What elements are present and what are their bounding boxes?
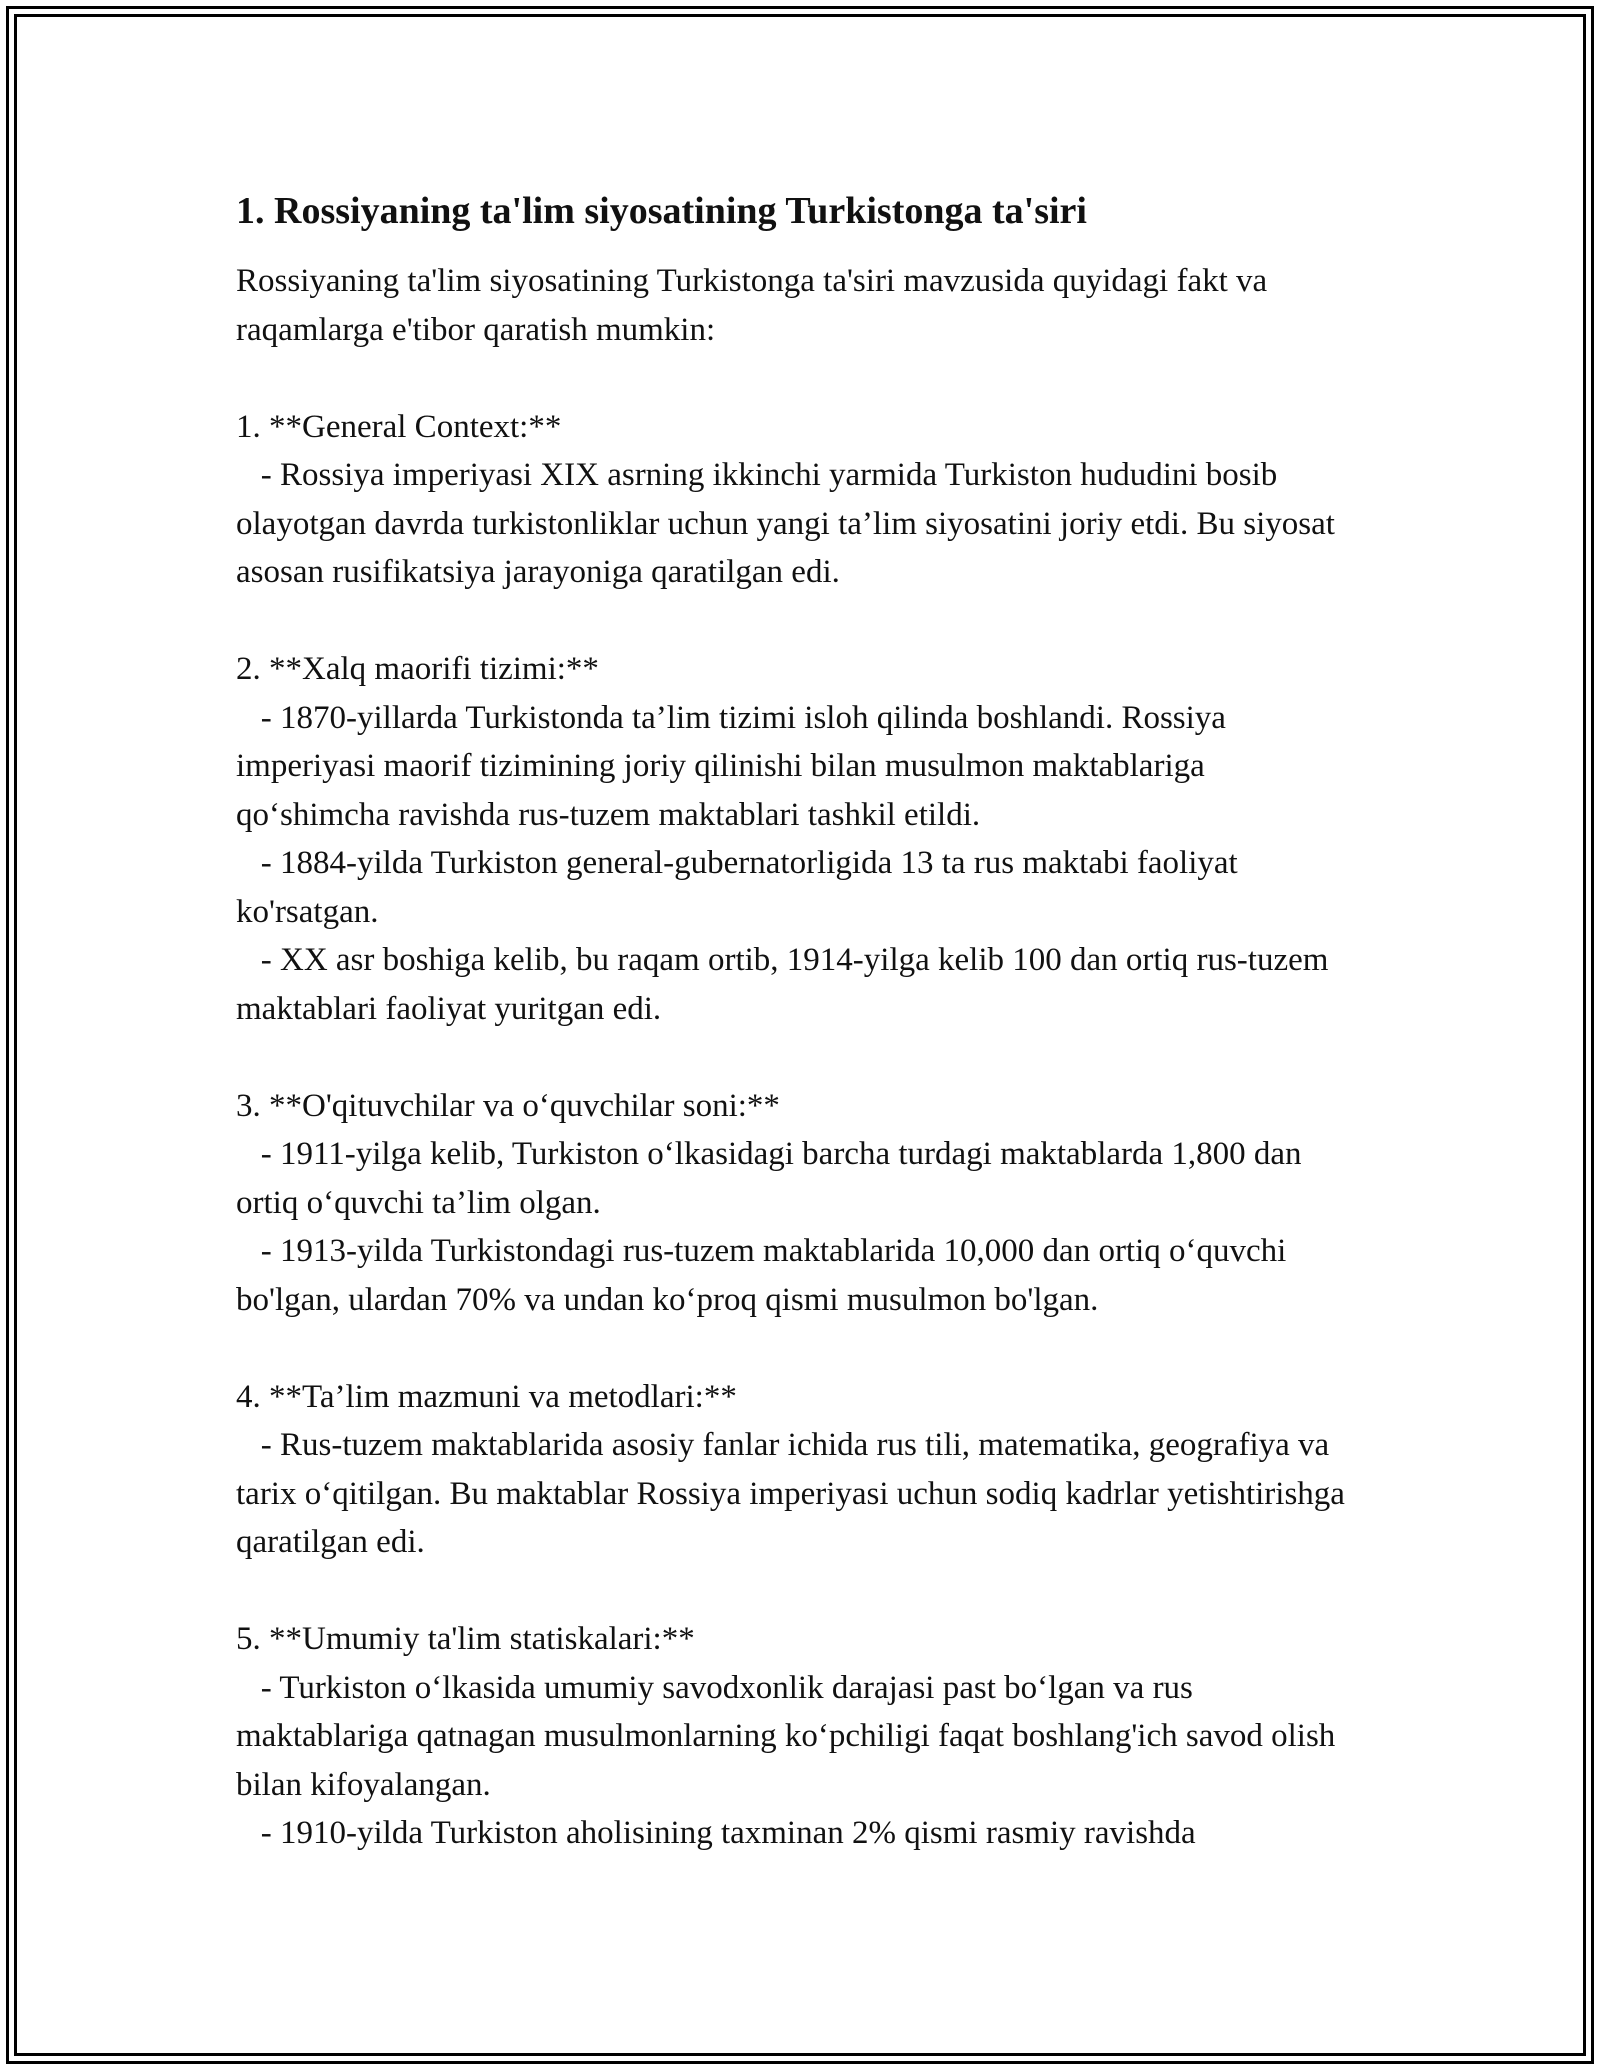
spacer bbox=[236, 1567, 1366, 1616]
section-heading: 3. **O'qituvchilar va o‘quvchilar soni:** bbox=[236, 1087, 780, 1124]
section-item: - 1911-yilga kelib, Turkiston o‘lkasidagi barcha turdagi maktablarda 1,800 dan ortiq o‘quvchi ta’lim olgan. bbox=[236, 1136, 1302, 1221]
spacer bbox=[236, 1033, 1366, 1082]
section-heading: 1. **General Context:** bbox=[236, 408, 562, 445]
section-1 bbox=[236, 403, 1366, 597]
section-heading: 5. **Umumiy ta'lim statiskalari:** bbox=[236, 1621, 695, 1657]
section-item: - 1910-yilda Turkiston aholisining taxminan 2% qismi rasmiy ravishda bbox=[260, 1815, 1196, 1851]
section-2 bbox=[236, 645, 1366, 1033]
section-heading: 2. **Xalq maorifi tizimi:** bbox=[236, 651, 599, 687]
section-item: - XX asr boshiga kelib, bu raqam ortib, 1914-yilga kelib 100 dan ortiq rus-tuzem maktablari faoliyat yuritgan edi. bbox=[236, 942, 1329, 1027]
section-3 bbox=[236, 1082, 1366, 1325]
section-5 bbox=[236, 1615, 1366, 1858]
document-title: 1. Rossiyaning ta'lim siyosatining Turkistonga ta'siri bbox=[236, 190, 1087, 232]
intro-paragraph: Rossiyaning ta'lim siyosatining Turkistonga ta'siri mavzusida quyidagi fakt va raqamlarga e'tibor qaratish mumkin: bbox=[236, 263, 1268, 348]
document-body bbox=[236, 185, 1366, 1858]
section-4 bbox=[236, 1373, 1366, 1567]
section-item: - 1870-yillarda Turkistonda ta’lim tizimi isloh qilinda boshlandi. Rossiya imperiyasi maorif tizimining joriy qilinishi bilan musulmon maktablariga qo‘shimcha ravishda rus-tuzem maktablari tashkil etildi. bbox=[236, 699, 1226, 833]
spacer bbox=[236, 597, 1366, 646]
section-item: - Rus-tuzem maktablarida asosiy fanlar ichida rus tili, matematika, geografiya va tarix o‘qitilgan. Bu maktablar Rossiya imperiyasi uchun sodiq kadrlar yetishtirishga qaratilgan edi. bbox=[236, 1427, 1345, 1560]
spacer bbox=[236, 354, 1366, 403]
section-item: - Rossiya imperiyasi XIX asrning ikkinchi yarmida Turkiston hududini bosib olayotgan davrda turkistonliklar uchun yangi ta’lim siyosatini joriy etdi. Bu siyosat asosan rusifikatsiya jarayoniga qaratilgan edi. bbox=[236, 457, 1335, 590]
section-item: - 1913-yilda Turkistondagi rus-tuzem maktablarida 10,000 dan ortiq o‘quvchi bo'lgan, ulardan 70% va undan ko‘proq qismi musulmon bo'lgan. bbox=[236, 1233, 1287, 1318]
section-heading: 4. **Ta’lim mazmuni va metodlari:** bbox=[236, 1378, 737, 1415]
spacer bbox=[236, 1324, 1366, 1373]
section-item: - 1884-yilda Turkiston general-gubernatorligida 13 ta rus maktabi faoliyat ko'rsatgan. bbox=[236, 845, 1238, 930]
section-item: - Turkiston o‘lkasida umumiy savodxonlik darajasi past bo‘lgan va rus maktablariga qatnagan musulmonlarning ko‘pchiligi faqat boshlang'ich savod olish bilan kifoyalangan. bbox=[236, 1669, 1336, 1803]
